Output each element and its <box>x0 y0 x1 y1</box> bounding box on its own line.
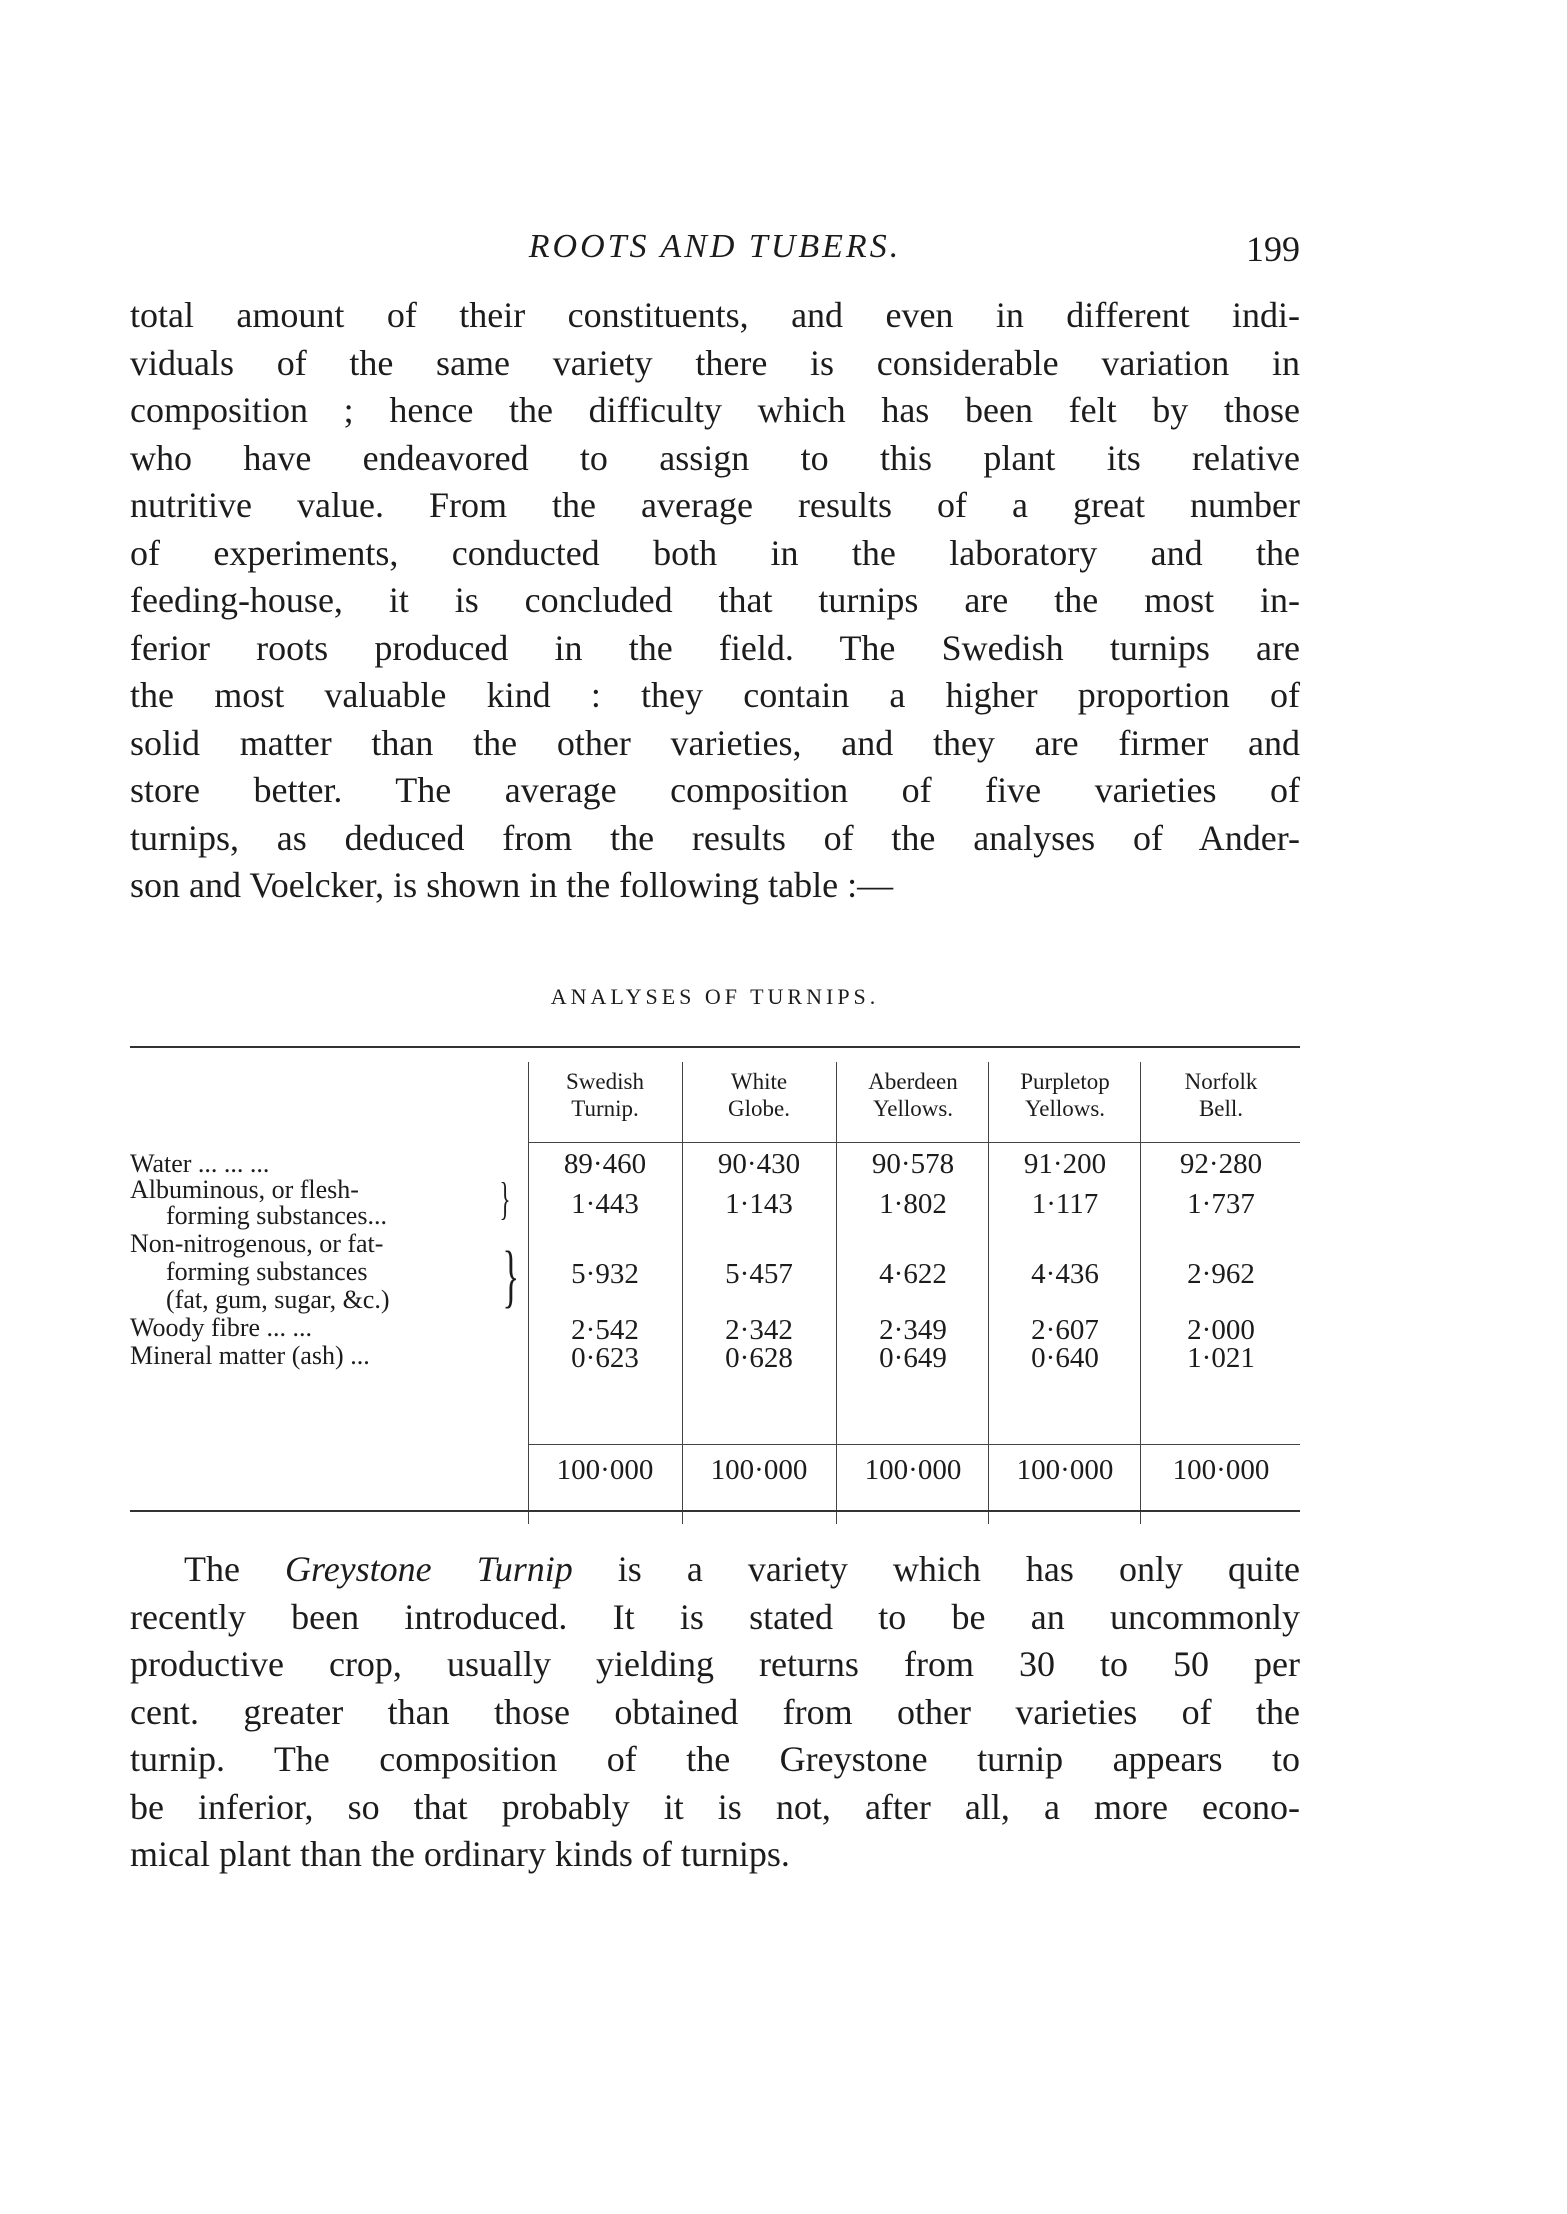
column-divider <box>682 1062 683 1524</box>
row-label: forming substances <box>166 1257 368 1286</box>
table-cell: 1·737 <box>1187 1188 1255 1220</box>
page-header <box>130 228 1300 278</box>
header-rule <box>528 1142 1300 1143</box>
brace-icon: } <box>499 1173 511 1224</box>
table-cell: 2·000 <box>1187 1314 1255 1346</box>
text-line: turnips, as deduced from the results of the analyses of Ander- <box>130 817 1300 858</box>
text-line: composition ; hence the difficulty which has been felt by those <box>130 390 1300 430</box>
row-label: Non-nitrogenous, or fat- <box>130 1229 384 1258</box>
column-header-line: Swedish <box>566 1069 644 1094</box>
text-line: nutritive value. From the average results of a great number <box>130 485 1300 525</box>
text-line: feeding-house, it is concluded that turnips are the most in- <box>130 580 1300 620</box>
text-segment: The <box>184 1549 286 1589</box>
table-cell: 1·117 <box>1031 1188 1099 1220</box>
sum-rule <box>528 1444 1300 1445</box>
total-cell: 100·000 <box>1016 1454 1114 1486</box>
text-line: store better. The average composition of five varieties of <box>130 770 1300 810</box>
table-cell: 2·349 <box>879 1314 947 1346</box>
column-divider <box>988 1062 989 1524</box>
column-header-line: Purpletop <box>1020 1069 1110 1094</box>
table-cell: 2·542 <box>571 1314 639 1346</box>
paragraph-2 <box>130 1546 1300 1879</box>
text-line: of experiments, conducted both in the laboratory and the <box>130 532 1300 573</box>
text-line: productive crop, usually yielding returns from 30 to 50 per <box>130 1644 1300 1684</box>
table-bottom-rule <box>130 1510 1300 1512</box>
column-divider <box>836 1062 837 1524</box>
table-cell: 0·649 <box>879 1342 947 1374</box>
table-cell: 1·143 <box>725 1188 793 1220</box>
table-cell: 5·457 <box>725 1258 793 1290</box>
column-header <box>990 1068 1140 1138</box>
running-head: ROOTS AND TUBERS. <box>528 228 902 265</box>
text-line: turnip. The composition of the Greystone turnip appears to <box>130 1739 1300 1779</box>
text-line: mical plant than the ordinary kinds of turnips. <box>130 1834 790 1874</box>
column-header-line: Yellows. <box>1024 1096 1106 1121</box>
text-segment: is a variety which has only quite <box>572 1549 1301 1589</box>
column-header-line: Bell. <box>1198 1096 1244 1121</box>
table-cell: 92·280 <box>1179 1148 1263 1180</box>
table-cell: 1·802 <box>879 1188 947 1220</box>
table-cell: 1·021 <box>1187 1342 1255 1374</box>
row-label: Albuminous, or flesh- <box>130 1175 359 1204</box>
table-cell: 1·443 <box>571 1188 639 1220</box>
column-header <box>838 1068 988 1138</box>
table-cell: 2·962 <box>1187 1258 1255 1290</box>
paragraph-1 <box>130 292 1300 910</box>
brace-icon: } <box>502 1238 520 1315</box>
row-label: (fat, gum, sugar, &c.) <box>166 1285 390 1314</box>
text-line: total amount of their constituents, and even in different indi- <box>130 295 1300 335</box>
column-header-line: White <box>730 1069 788 1094</box>
table-cell: 0·623 <box>571 1342 639 1374</box>
table-caption: ANALYSES OF TURNIPS. <box>550 984 880 1009</box>
italic-term: Greystone Turnip <box>285 1549 573 1589</box>
text-line: the most valuable kind : they contain a higher proportion of <box>130 675 1300 715</box>
text-line: ferior roots produced in the field. The Swedish turnips are <box>130 627 1300 668</box>
column-header-line: Norfolk <box>1184 1069 1258 1094</box>
text-line: viduals of the same variety there is considerable variation in <box>130 342 1300 383</box>
column-header-line: Globe. <box>728 1096 790 1121</box>
total-cell: 100·000 <box>1172 1454 1270 1486</box>
total-cell: 100·000 <box>864 1454 962 1486</box>
row-label: forming substances... <box>166 1201 387 1230</box>
text-line: cent. greater than those obtained from other varieties of the <box>130 1691 1300 1732</box>
table-cell: 5·932 <box>571 1258 639 1290</box>
table-cell: 90·430 <box>717 1148 801 1180</box>
text-line: solid matter than the other varieties, and they are firmer and <box>130 722 1300 763</box>
table-cell: 2·342 <box>725 1314 793 1346</box>
table-cell: 0·640 <box>1031 1342 1099 1374</box>
table-cell: 4·622 <box>879 1258 947 1290</box>
table-cell: 89·460 <box>563 1148 647 1180</box>
table-cell: 90·578 <box>871 1148 955 1180</box>
column-header <box>684 1068 834 1138</box>
text-line: recently been introduced. It is stated to be an uncommonly <box>130 1596 1300 1637</box>
row-label: Mineral matter (ash) ... <box>130 1341 370 1370</box>
row-label: Woody fibre ... ... <box>130 1313 313 1342</box>
table-top-rule <box>130 1046 1300 1048</box>
column-divider <box>1140 1062 1141 1524</box>
text-line: who have endeavored to assign to this plant its relative <box>130 437 1300 478</box>
text-line: son and Voelcker, is shown in the following table :— <box>130 865 894 905</box>
column-header-line: Yellows. <box>872 1096 954 1121</box>
total-cell: 100·000 <box>556 1454 654 1486</box>
column-header-line: Aberdeen <box>868 1069 958 1094</box>
row-label: Water ... ... ... <box>130 1149 270 1178</box>
column-header <box>530 1068 680 1138</box>
column-header <box>1142 1068 1300 1138</box>
text-line: be inferior, so that probably it is not, after all, a more econo- <box>130 1786 1300 1827</box>
table-cell: 4·436 <box>1031 1258 1099 1290</box>
analyses-table <box>130 1046 1300 1516</box>
table-cell: 2·607 <box>1031 1314 1099 1346</box>
total-cell: 100·000 <box>710 1454 808 1486</box>
column-header-line: Turnip. <box>571 1096 639 1121</box>
table-cell: 0·628 <box>725 1342 793 1374</box>
table-cell: 91·200 <box>1023 1148 1107 1180</box>
text-line <box>130 1546 1300 1594</box>
page-number: 199 <box>1246 229 1300 269</box>
